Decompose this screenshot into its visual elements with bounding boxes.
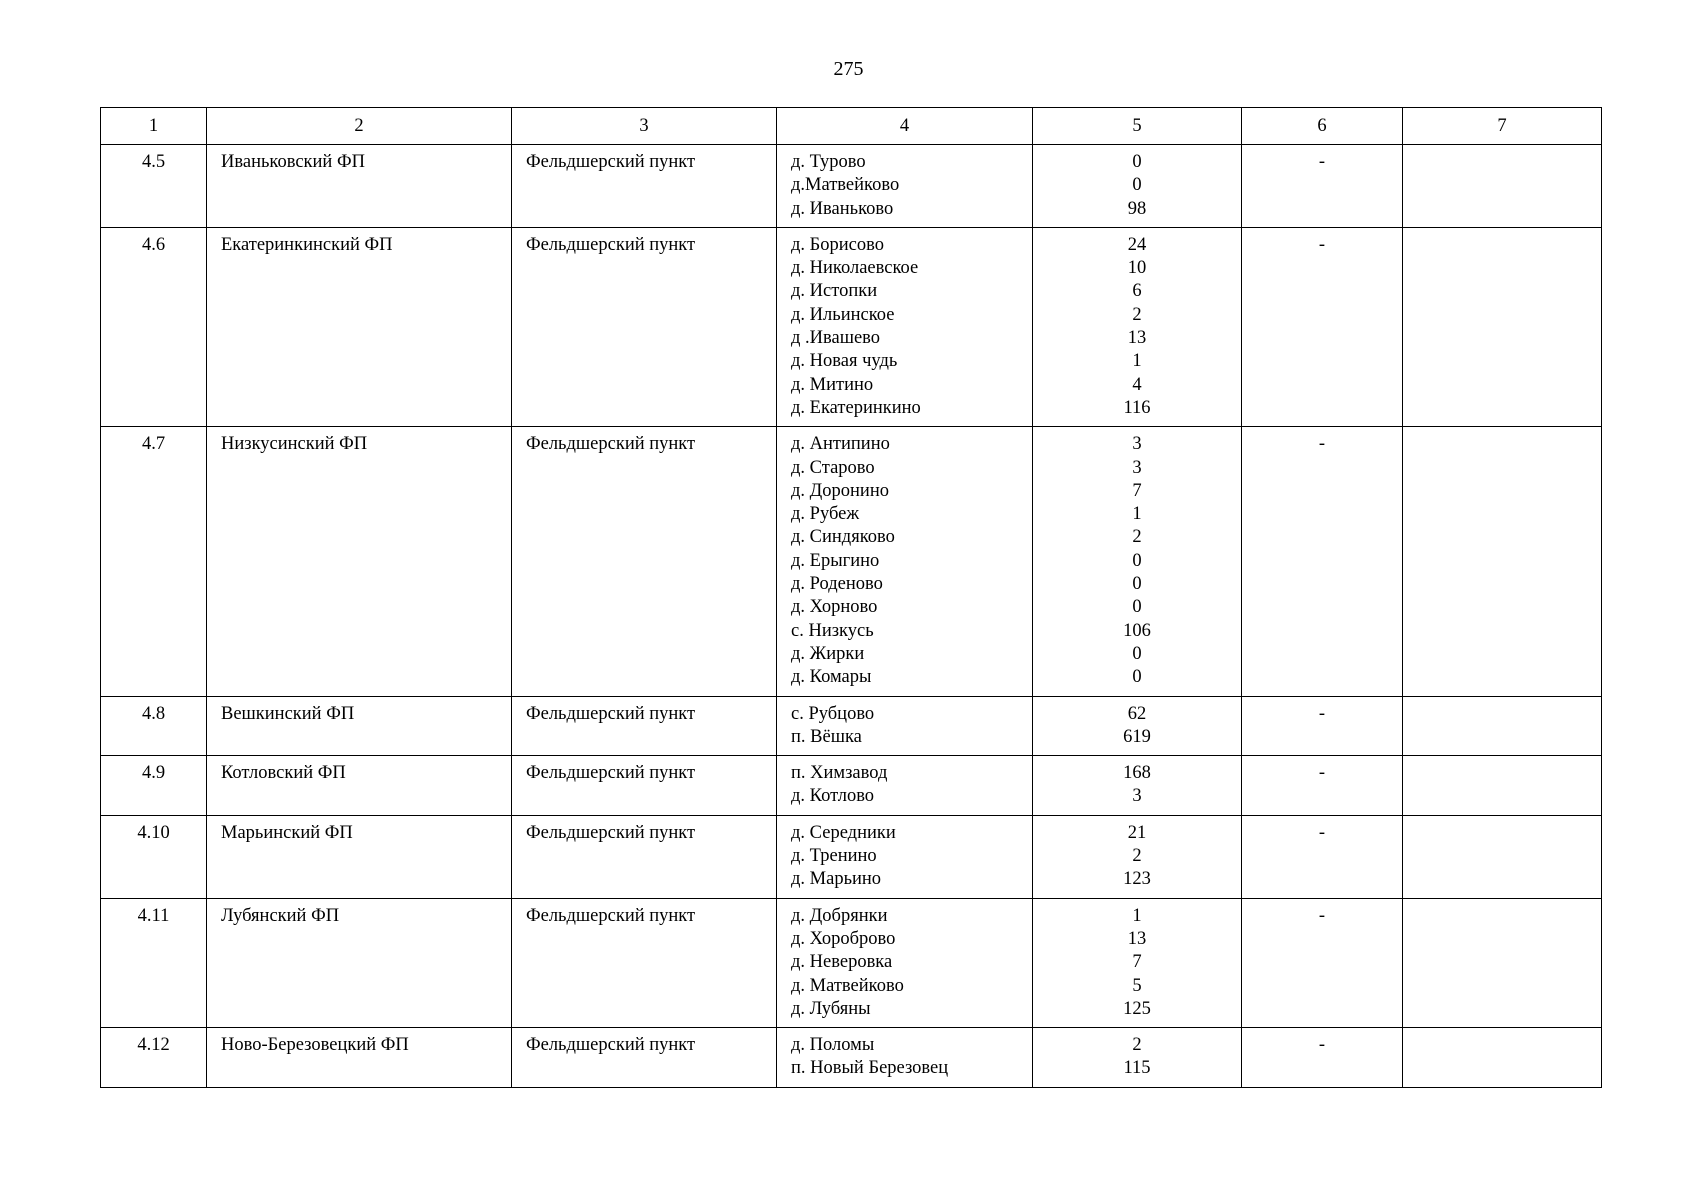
- column-7-value: [1403, 1028, 1601, 1040]
- settlement-name-list: [777, 697, 1032, 756]
- settlement-name: д. Тренино: [791, 846, 877, 867]
- settlement-name: д. Котлово: [791, 786, 875, 807]
- column-header: 6: [1242, 108, 1403, 145]
- settlement-name-list: [777, 145, 1032, 227]
- settlement-name: д. Неверовка: [791, 952, 893, 973]
- column-6-value: -: [1318, 703, 1326, 724]
- settlement-name: д. Екатеринкино: [791, 397, 921, 418]
- settlement-value: 2: [1132, 1035, 1142, 1056]
- row-number: 4.11: [137, 905, 170, 926]
- column-header: 2: [207, 108, 512, 145]
- facility-name: Марьинский ФП: [221, 822, 353, 843]
- settlement-name: д. Роденово: [791, 574, 883, 595]
- settlement-value: 4: [1132, 374, 1142, 395]
- column-7-value: [1403, 697, 1601, 709]
- settlement-value: 10: [1127, 258, 1147, 279]
- settlement-name: д. Николаевское: [791, 258, 919, 279]
- settlement-name: д. Доронино: [791, 480, 889, 501]
- row-number: 4.12: [137, 1035, 170, 1056]
- settlement-value: 0: [1132, 152, 1142, 172]
- facility-type: Фельдшерский пункт: [526, 434, 696, 455]
- settlement-name: д. Митино: [791, 374, 874, 395]
- facility-name: Екатеринкинский ФП: [221, 234, 393, 255]
- settlement-name: д .Ивашево: [791, 328, 881, 349]
- table-row: [101, 756, 1602, 816]
- settlement-value: 7: [1132, 952, 1142, 973]
- settlement-name-list: [777, 816, 1032, 898]
- settlement-value: 7: [1132, 480, 1142, 501]
- column-7-value: [1403, 756, 1601, 768]
- table-row: [101, 145, 1602, 228]
- facility-type: Фельдшерский пункт: [526, 905, 696, 926]
- settlement-value: 98: [1127, 198, 1147, 219]
- settlement-value: 0: [1132, 643, 1142, 664]
- settlement-name: д. Марьино: [791, 869, 882, 890]
- settlement-name: д. Рубеж: [791, 504, 860, 525]
- column-6-value: -: [1318, 152, 1326, 172]
- settlement-name-list: [777, 427, 1032, 695]
- settlement-name: д. Жирки: [791, 643, 865, 664]
- settlement-name: д. Добрянки: [791, 905, 888, 926]
- settlement-value: 1: [1132, 351, 1142, 372]
- column-7-value: [1403, 899, 1601, 911]
- settlement-name: д. Истопки: [791, 281, 878, 302]
- settlement-value-list: [1033, 816, 1241, 898]
- settlement-name: д. Лубяны: [791, 998, 871, 1019]
- column-6-value: -: [1318, 763, 1326, 784]
- facility-name: Лубянский ФП: [221, 905, 340, 926]
- column-6-value: -: [1318, 822, 1326, 843]
- column-header: 1: [101, 108, 207, 145]
- settlement-value: 125: [1123, 998, 1151, 1019]
- table-row: [101, 898, 1602, 1027]
- settlement-value: 0: [1132, 175, 1142, 196]
- settlement-name: д. Антипино: [791, 434, 890, 455]
- settlement-value-list: [1033, 228, 1241, 426]
- row-number: 4.9: [141, 763, 166, 784]
- settlement-name: д. Матвейково: [791, 975, 904, 996]
- settlement-value: 106: [1123, 620, 1151, 641]
- settlement-name: д. Иваньково: [791, 198, 894, 219]
- table-row: [101, 427, 1602, 696]
- column-6-value: -: [1318, 905, 1326, 926]
- table-row: [101, 696, 1602, 756]
- settlement-name: д. Хороброво: [791, 928, 896, 949]
- settlement-name-list: [777, 899, 1032, 1027]
- settlement-name: п. Новый Березовец: [791, 1058, 949, 1079]
- settlement-value-list: [1033, 756, 1241, 815]
- column-header: 3: [512, 108, 777, 145]
- facility-type: Фельдшерский пункт: [526, 763, 696, 784]
- settlement-value: 1: [1132, 905, 1142, 926]
- settlement-value: 24: [1127, 234, 1147, 255]
- settlement-value: 1: [1132, 504, 1142, 525]
- settlement-value: 2: [1132, 527, 1142, 548]
- table-row: [101, 1028, 1602, 1088]
- settlement-value: 0: [1132, 597, 1142, 618]
- settlement-value: 2: [1132, 846, 1142, 867]
- settlement-value-list: [1033, 145, 1241, 227]
- column-6-value: -: [1318, 234, 1326, 255]
- settlement-value-list: [1033, 1028, 1241, 1087]
- row-number: 4.10: [137, 822, 170, 843]
- facilities-table: [100, 107, 1602, 1088]
- settlement-name: д. Старово: [791, 457, 875, 478]
- facility-name: Иваньковский ФП: [221, 152, 365, 172]
- settlement-name: д. Комары: [791, 667, 872, 688]
- row-number: 4.5: [141, 152, 166, 172]
- facility-name: Ново-Березовецкий ФП: [221, 1035, 409, 1056]
- settlement-name-list: [777, 1028, 1032, 1087]
- settlement-name: д. Новая чудь: [791, 351, 898, 372]
- column-header: 5: [1033, 108, 1242, 145]
- column-6-value: -: [1318, 1035, 1326, 1056]
- row-number: 4.8: [141, 703, 166, 724]
- settlement-value: 21: [1127, 822, 1147, 843]
- settlement-name: д. Хорново: [791, 597, 878, 618]
- settlement-value: 2: [1132, 304, 1142, 325]
- settlement-name: д. Синдяково: [791, 527, 895, 548]
- settlement-name: д. Ильинское: [791, 304, 895, 325]
- settlement-name: с. Низкусь: [791, 620, 874, 641]
- settlement-value-list: [1033, 899, 1241, 1027]
- settlement-value: 3: [1132, 434, 1142, 455]
- column-7-value: [1403, 228, 1601, 240]
- facility-type: Фельдшерский пункт: [526, 703, 696, 724]
- settlement-name: д. Турово: [791, 152, 866, 172]
- facility-name: Низкусинский ФП: [221, 434, 368, 455]
- settlement-name: д. Середники: [791, 822, 896, 843]
- settlement-name: п. Химзавод: [791, 763, 888, 784]
- page-number: 275: [833, 58, 864, 80]
- column-7-value: [1403, 145, 1601, 157]
- facility-type: Фельдшерский пункт: [526, 822, 696, 843]
- settlement-value: 123: [1123, 869, 1151, 890]
- settlement-value: 13: [1127, 928, 1147, 949]
- settlement-name: д.Матвейково: [791, 175, 900, 196]
- facility-type: Фельдшерский пункт: [526, 234, 696, 255]
- facility-type: Фельдшерский пункт: [526, 152, 696, 172]
- settlement-value-list: [1033, 427, 1241, 695]
- column-6-value: -: [1318, 434, 1326, 455]
- settlement-name: д. Ерыгино: [791, 550, 880, 571]
- settlement-value: 3: [1132, 457, 1142, 478]
- column-header: 4: [777, 108, 1033, 145]
- settlement-value: 13: [1127, 328, 1147, 349]
- settlement-value: 115: [1123, 1058, 1151, 1079]
- row-number: 4.6: [141, 234, 166, 255]
- settlement-value: 6: [1132, 281, 1142, 302]
- table-row: [101, 815, 1602, 898]
- settlement-value-list: [1033, 697, 1241, 756]
- column-7-value: [1403, 816, 1601, 828]
- settlement-name: п. Вёшка: [791, 726, 862, 747]
- settlement-name-list: [777, 228, 1032, 426]
- header-row: [101, 108, 1602, 145]
- settlement-name: д. Борисово: [791, 234, 885, 255]
- settlement-name-list: [777, 756, 1032, 815]
- settlement-name: с. Рубцово: [791, 703, 875, 724]
- table-body: [101, 145, 1602, 1088]
- settlement-value: 5: [1132, 975, 1142, 996]
- settlement-name: д. Поломы: [791, 1035, 875, 1056]
- settlement-value: 168: [1123, 763, 1151, 784]
- settlement-value: 3: [1132, 786, 1142, 807]
- table-row: [101, 227, 1602, 426]
- facility-name: Котловский ФП: [221, 763, 346, 784]
- facility-name: Вешкинский ФП: [221, 703, 355, 724]
- column-7-value: [1403, 427, 1601, 439]
- settlement-value: 62: [1127, 703, 1147, 724]
- facility-type: Фельдшерский пункт: [526, 1035, 696, 1056]
- settlement-value: 116: [1123, 397, 1151, 418]
- column-header: 7: [1403, 108, 1602, 145]
- settlement-value: 619: [1123, 726, 1151, 747]
- settlement-value: 0: [1132, 574, 1142, 595]
- settlement-value: 0: [1132, 667, 1142, 688]
- settlement-value: 0: [1132, 550, 1142, 571]
- row-number: 4.7: [141, 434, 166, 455]
